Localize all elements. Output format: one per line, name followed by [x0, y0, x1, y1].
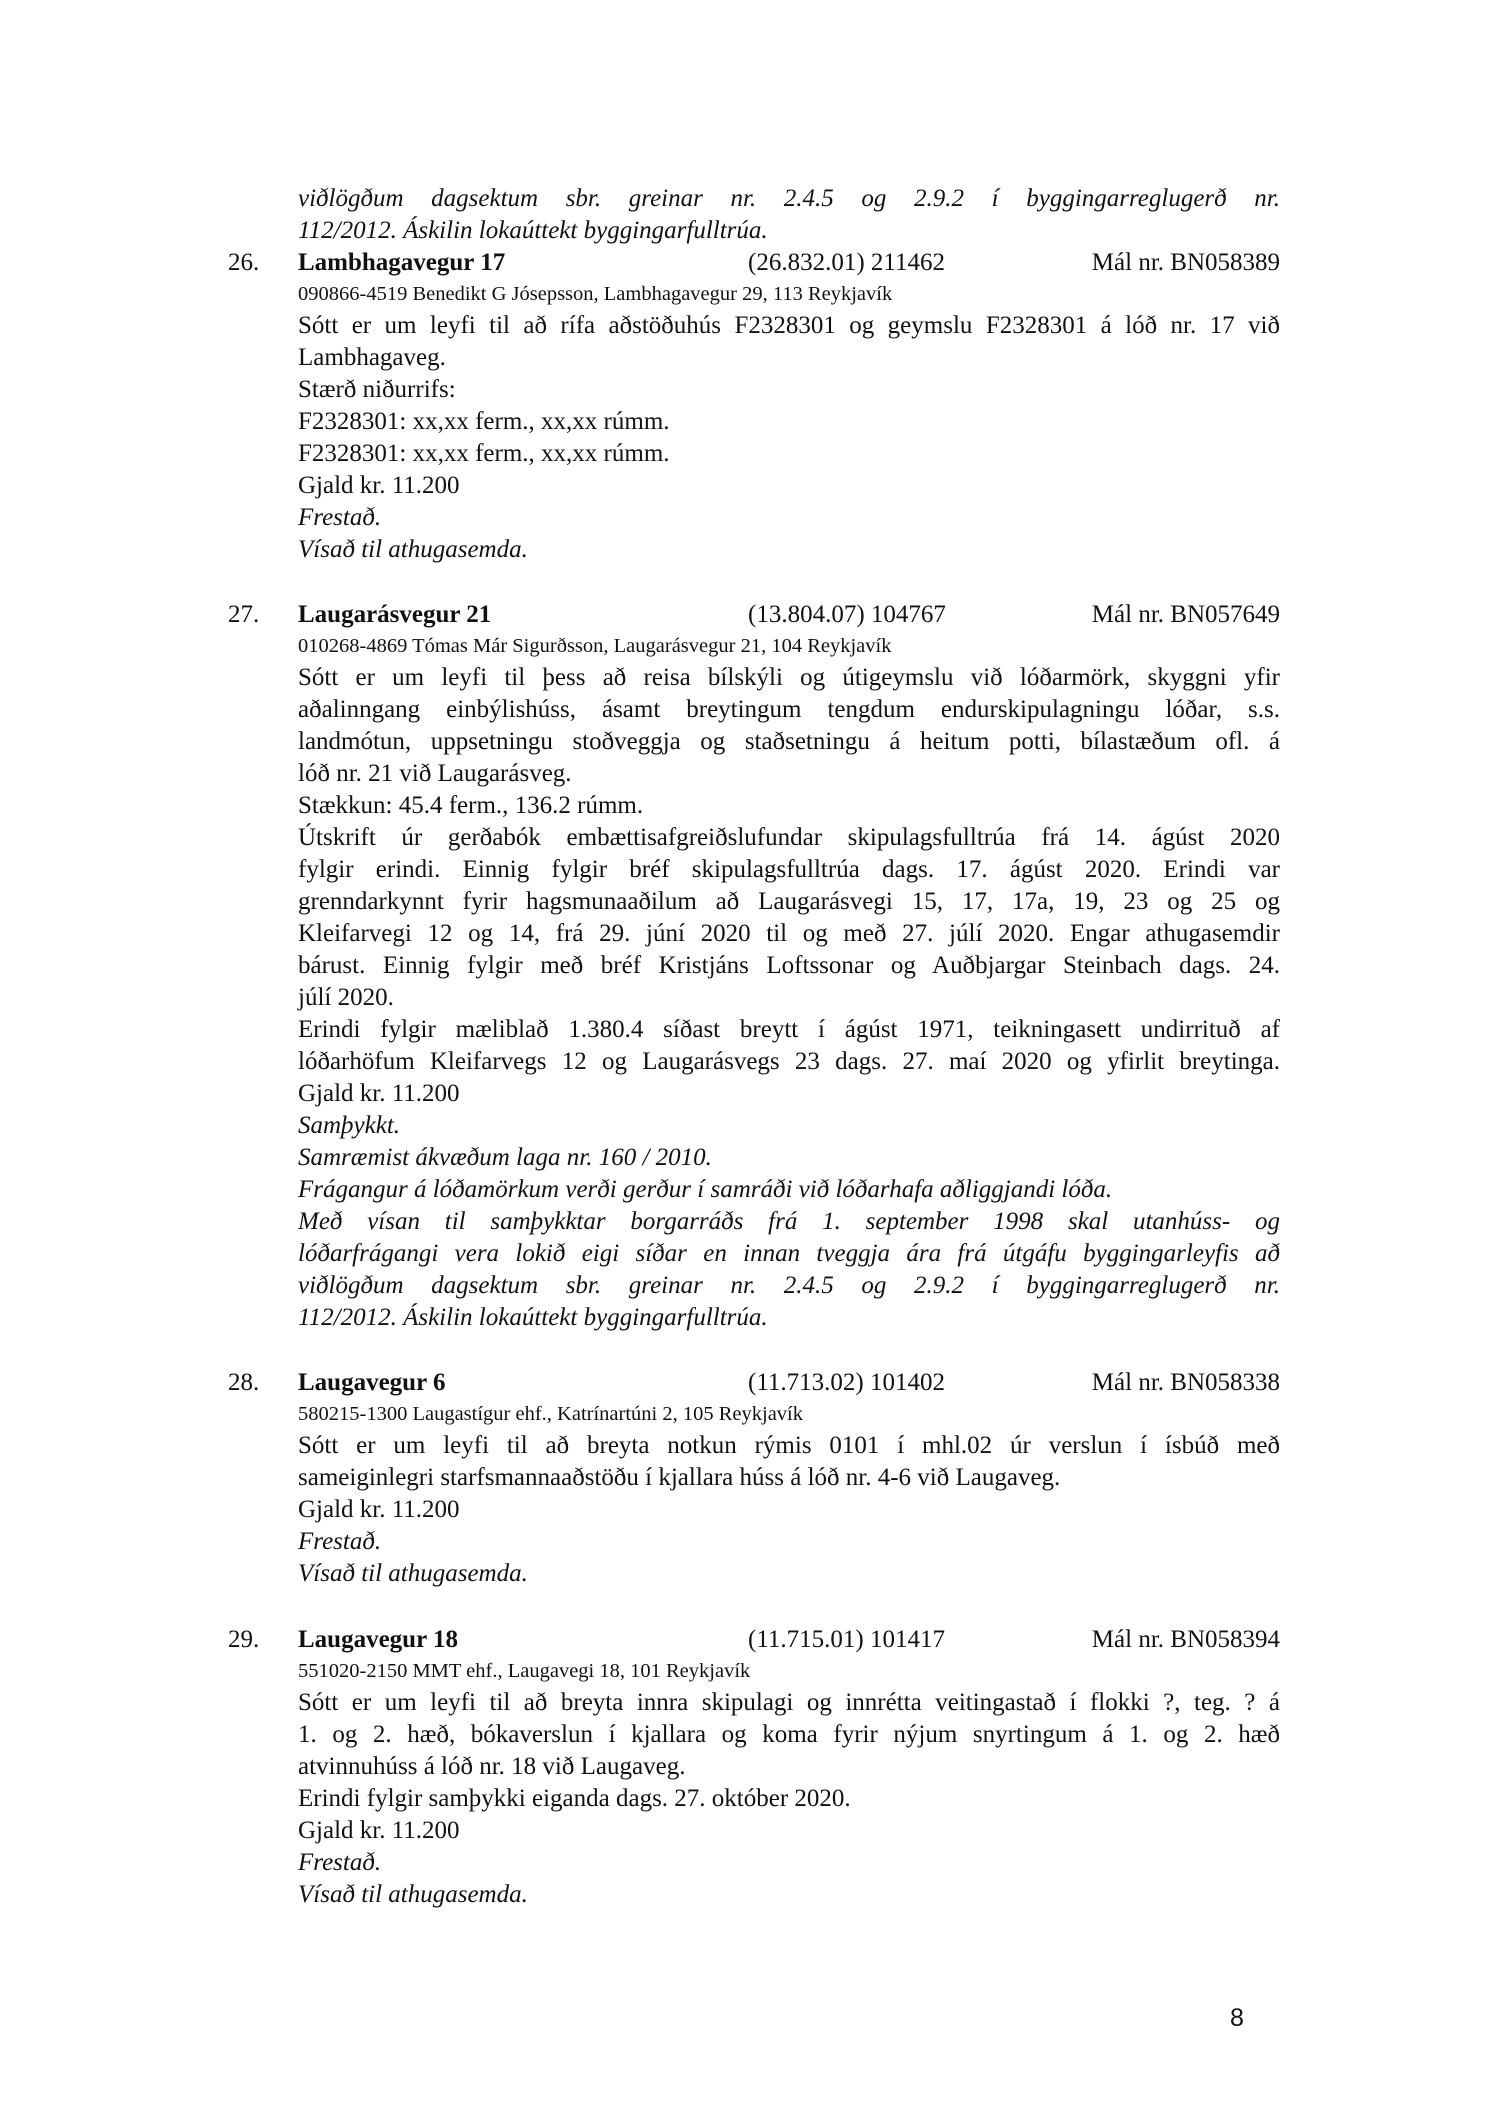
continuation-line: 112/2012. Áskilin lokaúttekt byggingarfulltrúa.	[298, 217, 768, 244]
entry-body-line: Erindi fylgir samþykki eiganda dags. 27. október 2020.	[298, 1785, 851, 1812]
entry-body-line: Sótt er um leyfi til að rífa aðstöðuhús F2328301 og geymslu F2328301 á lóð nr. 17 við	[298, 312, 1280, 339]
entry-body-line: Útskrift úr gerðabók embættisafgreiðslufundar skipulagsfulltrúa frá 14. ágúst 2020	[298, 824, 1280, 851]
entry-body-line: fylgir erindi. Einnig fylgir bréf skipulagsfulltrúa dags. 17. ágúst 2020. Erindi var	[298, 856, 1280, 883]
entry-body-line: Erindi fylgir mæliblað 1.380.4 síðast breytt í ágúst 1971, teikningasett undirrituð af	[298, 1016, 1280, 1043]
entry-number: 26.	[228, 249, 260, 276]
entry-address: Laugavegur 18	[298, 1626, 458, 1653]
entry-header	[228, 598, 1280, 631]
entry-decision: Samþykkt.	[298, 1112, 401, 1139]
entry-decision: Frestað.	[298, 1528, 382, 1555]
continuation-line: viðlögðum dagsektum sbr. greinar nr. 2.4.5 og 2.9.2 í byggingarreglugerð nr.	[298, 185, 1280, 212]
entry-decision: Vísað til athugasemda.	[298, 536, 528, 563]
entry-address: Laugarásvegur 21	[298, 601, 492, 628]
entry-body-line: atvinnuhúss á lóð nr. 18 við Laugaveg.	[298, 1753, 686, 1780]
entry-body-line: júlí 2020.	[298, 984, 394, 1011]
page-number: 8	[1230, 2004, 1244, 2032]
entry-address: Laugavegur 6	[298, 1369, 446, 1396]
entry-body-line: sameiginlegri starfsmannaaðstöðu í kjallara húss á lóð nr. 4-6 við Laugaveg.	[298, 1464, 1061, 1491]
entry-header	[228, 246, 1280, 279]
entry-case-number: Mál nr. BN057649	[1091, 601, 1280, 628]
entry-body-line: lóð nr. 21 við Laugarásveg.	[298, 760, 572, 787]
entry-lot: (11.713.02) 101402	[748, 1369, 945, 1396]
entry-header	[228, 1623, 1280, 1656]
entry-number: 29.	[228, 1626, 260, 1653]
entry-body-line: grenndarkynnt fyrir hagsmunaaðilum að Laugarásvegi 15, 17, 17a, 19, 23 og 25 og	[298, 888, 1280, 915]
entry-decision: Frestað.	[298, 1849, 382, 1876]
entry-decision: 112/2012. Áskilin lokaúttekt byggingarfulltrúa.	[298, 1304, 768, 1331]
entry-decision: Frágangur á lóðamörkum verði gerður í samráði við lóðarhafa aðliggjandi lóða.	[298, 1176, 1113, 1203]
entry-body-line: lóðarhöfum Kleifarvegs 12 og Laugarásvegs 23 dags. 27. maí 2020 og yfirlit breytinga.	[298, 1048, 1280, 1075]
entry-applicant: 010268-4869 Tómas Már Sigurðsson, Laugarásvegur 21, 104 Reykjavík	[298, 635, 892, 657]
entry-decision: Vísað til athugasemda.	[298, 1881, 528, 1908]
entry-number: 27.	[228, 601, 260, 628]
entry-lot: (26.832.01) 211462	[748, 249, 945, 276]
entry-address: Lambhagavegur 17	[298, 249, 506, 276]
entry-body-line: Stærð niðurrifs:	[298, 376, 456, 403]
entry-body-line: aðalinngang einbýlishúss, ásamt breytingum tengdum endurskipulagningu lóðar, s.s.	[298, 696, 1280, 723]
entry-number: 28.	[228, 1369, 260, 1396]
entry-fee: Gjald kr. 11.200	[298, 1080, 460, 1107]
entry-applicant: 090866-4519 Benedikt G Jósepsson, Lambhagavegur 29, 113 Reykjavík	[298, 283, 893, 305]
entry-body-line: Sótt er um leyfi til að breyta notkun rýmis 0101 í mhl.02 úr verslun í ísbúð með	[298, 1432, 1280, 1459]
entry-decision: lóðarfrágangi vera lokið eigi síðar en innan tveggja ára frá útgáfu byggingarleyfis að	[298, 1240, 1280, 1267]
entry-header	[228, 1366, 1280, 1399]
entry-lot: (13.804.07) 104767	[748, 601, 946, 628]
entry-body-line: landmótun, uppsetningu stoðveggja og staðsetningu á heitum potti, bílastæðum ofl. á	[298, 728, 1280, 755]
entry-body-line: Kleifarvegi 12 og 14, frá 29. júní 2020 til og með 27. júlí 2020. Engar athugasemdir	[298, 920, 1280, 947]
entry-applicant: 580215-1300 Laugastígur ehf., Katrínartúni 2, 105 Reykjavík	[298, 1403, 803, 1425]
entry-body-line: Lambhagaveg.	[298, 344, 446, 371]
entry-lot: (11.715.01) 101417	[748, 1626, 945, 1653]
entry-decision: Vísað til athugasemda.	[298, 1560, 528, 1587]
entry-case-number: Mál nr. BN058389	[1091, 249, 1280, 276]
entry-body-line: Sótt er um leyfi til að breyta innra skipulagi og innrétta veitingastað í flokki ?, teg. ? á	[298, 1689, 1280, 1716]
entry-case-number: Mál nr. BN058394	[1091, 1626, 1280, 1653]
entry-case-number: Mál nr. BN058338	[1091, 1369, 1280, 1396]
entry-decision: viðlögðum dagsektum sbr. greinar nr. 2.4.5 og 2.9.2 í byggingarreglugerð nr.	[298, 1272, 1280, 1299]
entry-fee: Gjald kr. 11.200	[298, 1817, 460, 1844]
entry-body-line: F2328301: xx,xx ferm., xx,xx rúmm.	[298, 440, 670, 467]
entry-decision: Samræmist ákvæðum laga nr. 160 / 2010.	[298, 1144, 712, 1171]
entry-fee: Gjald kr. 11.200	[298, 1496, 460, 1523]
entry-body-line: Sótt er um leyfi til þess að reisa bílskýli og útigeymslu við lóðarmörk, skyggni yfir	[298, 664, 1280, 691]
entry-decision: Frestað.	[298, 504, 382, 531]
entry-applicant: 551020-2150 MMT ehf., Laugavegi 18, 101 Reykjavík	[298, 1660, 751, 1682]
entry-body-line: F2328301: xx,xx ferm., xx,xx rúmm.	[298, 408, 670, 435]
entry-body-line: Stækkun: 45.4 ferm., 136.2 rúmm.	[298, 792, 644, 819]
entry-body-line: bárust. Einnig fylgir með bréf Kristjáns Loftssonar og Auðbjargar Steinbach dags. 24.	[298, 952, 1280, 979]
entry-fee: Gjald kr. 11.200	[298, 472, 460, 499]
entry-body-line: 1. og 2. hæð, bókaverslun í kjallara og koma fyrir nýjum snyrtingum á 1. og 2. hæð	[298, 1721, 1280, 1748]
entry-decision: Með vísan til samþykktar borgarráðs frá 1. september 1998 skal utanhúss- og	[298, 1208, 1280, 1235]
